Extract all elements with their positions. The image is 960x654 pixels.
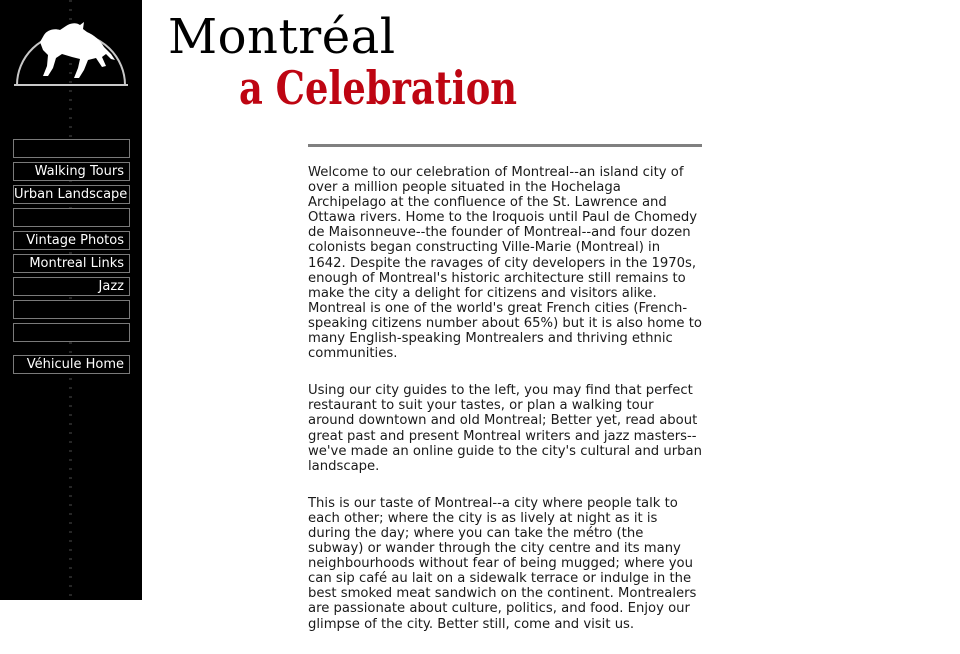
header-divider — [308, 144, 702, 147]
site-logo[interactable] — [14, 8, 128, 88]
sidebar-nav — [13, 139, 130, 378]
article-body — [308, 165, 702, 654]
sidebar-item-4[interactable] — [13, 208, 130, 227]
sidebar-item-urban-landscape[interactable]: Urban Landscape — [13, 185, 130, 204]
sidebar-item-vehicule-home[interactable]: Véhicule Home — [13, 355, 130, 374]
sidebar-item-jazz[interactable]: Jazz — [13, 277, 130, 296]
sidebar-item-9[interactable] — [13, 323, 130, 342]
sidebar-item-8[interactable] — [13, 300, 130, 319]
paragraph-3: This is our taste of Montreal--a city where people talk to each other; where the city is as lively at night as it is during the day; where you can take the métro (the subway) or wander through the city centre and its many neighbourhoods without fear of being mugged; where you can sip café au lait on a sidewalk terrace or indulge in the best smoked meat sandwich on the continent. Montrealers are passionate about culture, politics, and food. Enjoy our glimpse of the city. Better still, come and visit us. — [308, 495, 697, 632]
sidebar — [0, 0, 142, 600]
paragraph-2: Using our city guides to the left, you may find that perfect restaurant to suit your tastes, or plan a walking tour around downtown and old Montreal; Better yet, read about great past and present Montreal writers and jazz masters--we've made an online guide to the city's cultural and urban landscape. — [308, 383, 702, 474]
content-area — [142, 0, 960, 632]
sidebar-item-walking-tours[interactable]: Walking Tours — [13, 162, 130, 181]
page-subtitle: a Celebration — [239, 61, 517, 115]
sidebar-item-vintage-photos[interactable]: Vintage Photos — [13, 231, 130, 250]
sidebar-item-1[interactable] — [13, 139, 130, 158]
page-title: Montréal — [168, 9, 396, 65]
paragraph-1: Welcome to our celebration of Montreal--an island city of over a million people situated in the Hochelaga Archipelago at the confluence of the St. Lawrence and Ottawa rivers. Home to the Iroquois until Paul de Chomedy de Maisonneuve--the founder of Montreal--and four dozen colonists began constructing Ville-Marie (Montreal) in 1642. Despite the ravages of city developers in the 1970s, enough of Montreal's historic architecture still remains to make the city a delight for citizens and visitors alike. Montreal is one of the world's great French cities (French-speaking citizens number about 65%) but it is also home to many English-speaking Montrealers and thriving ethnic communities. — [308, 165, 702, 362]
sidebar-item-montreal-links[interactable]: Montreal Links — [13, 254, 130, 273]
masthead — [166, 0, 586, 136]
